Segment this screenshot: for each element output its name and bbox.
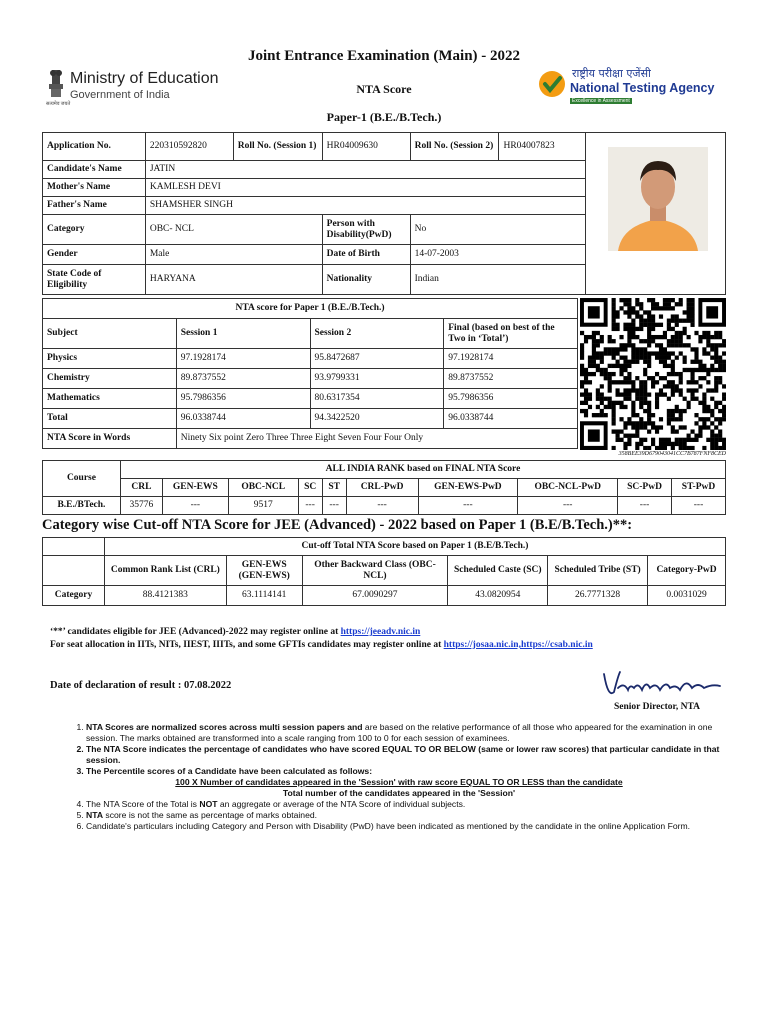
page-subtitle: NTA Score <box>356 82 412 96</box>
moe-name: Ministry of Education <box>70 70 219 87</box>
signatory-title: Senior Director, NTA <box>614 702 700 712</box>
score-cell: 97.1928174 <box>176 349 310 369</box>
rank-header: OBC-NCL-PwD <box>518 479 618 497</box>
score-cell: 89.8737552 <box>444 369 578 389</box>
rank-cell: --- <box>298 497 322 515</box>
page-title: Joint Entrance Examination (Main) - 2022 <box>247 48 521 64</box>
paper-title: Paper-1 (B.E./B.Tech.) <box>326 110 442 124</box>
score-cell: 93.9799331 <box>310 369 444 389</box>
rank-cell: --- <box>518 497 618 515</box>
subject-cell: Physics <box>43 349 177 369</box>
qr-code-text: 358BEE39D679043041CC7B787FNF8CED <box>618 451 726 457</box>
rank-cell: --- <box>618 497 672 515</box>
qr-finder-pattern <box>698 298 726 327</box>
cutoff-cell: 26.7771328 <box>548 586 648 606</box>
state-label: State Code of Eligibility <box>43 265 146 295</box>
score-cell: 95.7986356 <box>444 389 578 409</box>
candidate-details-table <box>42 132 726 295</box>
declaration-date: Date of declaration of result : 07.08.2022 <box>50 680 232 691</box>
rank-header: ST-PwD <box>672 479 726 497</box>
note-item: 2. The NTA Score indicates the percentage of candidates who have scored EQUAL TO OR BELOW (same or lower raw scores) that particular candidate in that session. <box>86 744 724 766</box>
emblem-motto: सत्यमेव जयते <box>46 102 71 107</box>
table-row <box>43 369 578 389</box>
cutoff-cell: 43.0820954 <box>448 586 548 606</box>
rank-header: GEN-EWS-PwD <box>418 479 518 497</box>
rank-header: ST <box>322 479 346 497</box>
rank-header: OBC-NCL <box>228 479 298 497</box>
state: HARYANA <box>145 265 322 295</box>
note-bold: NTA Scores are normalized scores across multi session papers and <box>86 722 363 732</box>
category: OBC- NCL <box>145 215 322 245</box>
note-line-1 <box>50 626 593 639</box>
score-cell: 96.0338744 <box>444 409 578 429</box>
score-table-title: NTA score for Paper 1 (B.E./B.Tech.) <box>43 299 578 319</box>
note-text: 3. The Percentile scores of a Candidate have been calculated as follows: <box>86 766 373 776</box>
note-text: The NTA Score of the Total is <box>86 799 200 809</box>
rank-header: SC <box>298 479 322 497</box>
subject-cell: Chemistry <box>43 369 177 389</box>
note-text: For seat allocation in IITs, NITs, IIEST, IIITs, and some GFTIs candidates may register online at <box>50 639 444 650</box>
cutoff-row-label: Category <box>43 586 105 606</box>
rank-cell: 9517 <box>228 497 298 515</box>
candidate-photo <box>608 147 708 251</box>
explanatory-notes <box>74 722 724 832</box>
nta-tagline: Excellence in Assessment <box>572 98 630 104</box>
cutoff-cell: 67.0090297 <box>302 586 448 606</box>
cutoff-empty-cell <box>43 556 105 586</box>
course-cell: B.E./BTech. <box>43 497 121 515</box>
cutoff-header: Scheduled Caste (SC) <box>448 556 548 586</box>
rank-cell: --- <box>346 497 418 515</box>
nta-english-name: National Testing Agency <box>570 81 715 95</box>
candidate-photo-image <box>608 147 708 251</box>
header <box>0 0 768 128</box>
score-cell: 89.8737552 <box>176 369 310 389</box>
table-row <box>43 349 578 369</box>
qr-code-image <box>580 298 726 450</box>
score-header-subject: Subject <box>43 319 177 349</box>
rank-cell: --- <box>162 497 228 515</box>
qr-code <box>580 298 726 450</box>
category-label: Category <box>43 215 146 245</box>
note-item <box>86 766 724 799</box>
note-line-2 <box>50 639 593 652</box>
note-item <box>86 810 724 821</box>
cutoff-heading: Category wise Cut-off NTA Score for JEE (Advanced) - 2022 based on Paper 1 (B.E/B.Tech.)**: <box>42 517 633 533</box>
cutoff-header: GEN-EWS (GEN-EWS) <box>226 556 302 586</box>
gender: Male <box>145 245 322 265</box>
nta-hindi-name: राष्ट्रीय परीक्षा एजेंसी <box>572 67 651 80</box>
qr-finder-pattern <box>580 421 608 450</box>
pwd: No <box>410 215 586 245</box>
score-cell: 96.0338744 <box>176 409 310 429</box>
rank-cell: 35776 <box>120 497 162 515</box>
roll1-label: Roll No. (Session 1) <box>233 133 322 161</box>
rank-cell: --- <box>672 497 726 515</box>
application-no-label: Application No. <box>43 133 146 161</box>
table-row <box>43 586 726 606</box>
cutoff-cell: 88.4121383 <box>104 586 226 606</box>
note-text: are based on the relative performance of all those who appeared for the examination in one session. The marks obtained are transformed into a scale ranging from 100 to 0 for each session of examinees. <box>86 722 713 743</box>
cutoff-table <box>42 537 726 606</box>
cutoff-cell: 0.0031029 <box>648 586 726 606</box>
dob-label: Date of Birth <box>322 245 410 265</box>
formula-numerator: 100 X Number of candidates appeared in the 'Session' with raw score EQUAL TO OR LESS than the candidate <box>175 777 623 787</box>
candidate-name-label: Candidate's Name <box>43 161 146 179</box>
cutoff-header: Category-PwD <box>648 556 726 586</box>
score-cell: 80.6317354 <box>310 389 444 409</box>
rank-cell: --- <box>322 497 346 515</box>
nta-score-table <box>42 298 578 449</box>
table-row <box>43 497 726 515</box>
mother-name: KAMLESH DEVI <box>145 179 586 197</box>
note-item: 6. Candidate's particulars including Category and Person with Disability (PwD) have been indicated as mentioned by the candidate in the online Application Form. <box>86 821 724 832</box>
table-row <box>43 389 578 409</box>
cutoff-header: Other Backward Class (OBC-NCL) <box>302 556 448 586</box>
subject-cell: Mathematics <box>43 389 177 409</box>
rank-title: ALL INDIA RANK based on FINAL NTA Score <box>120 461 725 479</box>
note-item <box>86 722 724 744</box>
cutoff-header: Common Rank List (CRL) <box>104 556 226 586</box>
note-bold: NOT <box>199 799 218 809</box>
registration-notes <box>50 626 593 652</box>
cutoff-cell: 63.1114141 <box>226 586 302 606</box>
rank-header: GEN-EWS <box>162 479 228 497</box>
nta-logo <box>538 66 728 108</box>
score-header-final: Final (based on best of the Two in ‘Total’) <box>444 319 578 349</box>
josaa-csab-link[interactable]: https://josaa.nic.in,https://csab.nic.in <box>443 639 593 650</box>
cutoff-header: Scheduled Tribe (ST) <box>548 556 648 586</box>
rank-header: SC-PwD <box>618 479 672 497</box>
roll1: HR04009630 <box>322 133 410 161</box>
mother-name-label: Mother's Name <box>43 179 146 197</box>
score-cell: 95.8472687 <box>310 349 444 369</box>
goi-name: Government of India <box>70 89 170 101</box>
photo-cell <box>586 133 726 295</box>
dob: 14-07-2003 <box>410 245 586 265</box>
course-header: Course <box>43 461 121 497</box>
note-text: score is not the same as percentage of marks obtained. <box>103 810 318 820</box>
qr-finder-pattern <box>580 298 608 327</box>
table-row <box>43 409 578 429</box>
cutoff-empty-cell <box>43 538 105 556</box>
signature-image <box>600 668 730 700</box>
gender-label: Gender <box>43 245 146 265</box>
note-item <box>86 799 724 810</box>
father-name: SHAMSHER SINGH <box>145 197 586 215</box>
rank-cell: --- <box>418 497 518 515</box>
application-no: 220310592820 <box>145 133 233 161</box>
score-cell: 94.3422520 <box>310 409 444 429</box>
roll2: HR04007823 <box>499 133 586 161</box>
formula-denominator: Total number of the candidates appeared in the 'Session' <box>282 788 516 798</box>
jeeadv-link[interactable]: https://jeeadv.nic.in <box>340 627 421 637</box>
cutoff-table-title: Cut-off Total NTA Score based on Paper 1 (B.E/B.Tech.) <box>104 538 725 556</box>
score-cell: 97.1928174 <box>444 349 578 369</box>
pwd-label: Person with Disability(PwD) <box>322 215 410 245</box>
note-text: ‘**’ candidates eligible for JEE (Advanced)-2022 may register online at <box>50 627 341 637</box>
rank-header: CRL <box>120 479 162 497</box>
nationality-label: Nationality <box>322 265 410 295</box>
roll2-label: Roll No. (Session 2) <box>410 133 499 161</box>
father-name-label: Father's Name <box>43 197 146 215</box>
note-bold: NTA <box>86 810 104 820</box>
score-words: Ninety Six point Zero Three Three Eight Seven Four Four Only <box>176 429 577 449</box>
rank-table <box>42 460 726 515</box>
rank-header: CRL-PwD <box>346 479 418 497</box>
nationality: Indian <box>410 265 586 295</box>
score-header-session1: Session 1 <box>176 319 310 349</box>
score-cell: 95.7986356 <box>176 389 310 409</box>
score-header-session2: Session 2 <box>310 319 444 349</box>
candidate-name: JATIN <box>145 161 586 179</box>
nta-check-icon <box>538 70 566 98</box>
score-words-label: NTA Score in Words <box>43 429 177 449</box>
note-text: an aggregate or average of the NTA Score of individual subjects. <box>217 799 466 809</box>
subject-cell: Total <box>43 409 177 429</box>
